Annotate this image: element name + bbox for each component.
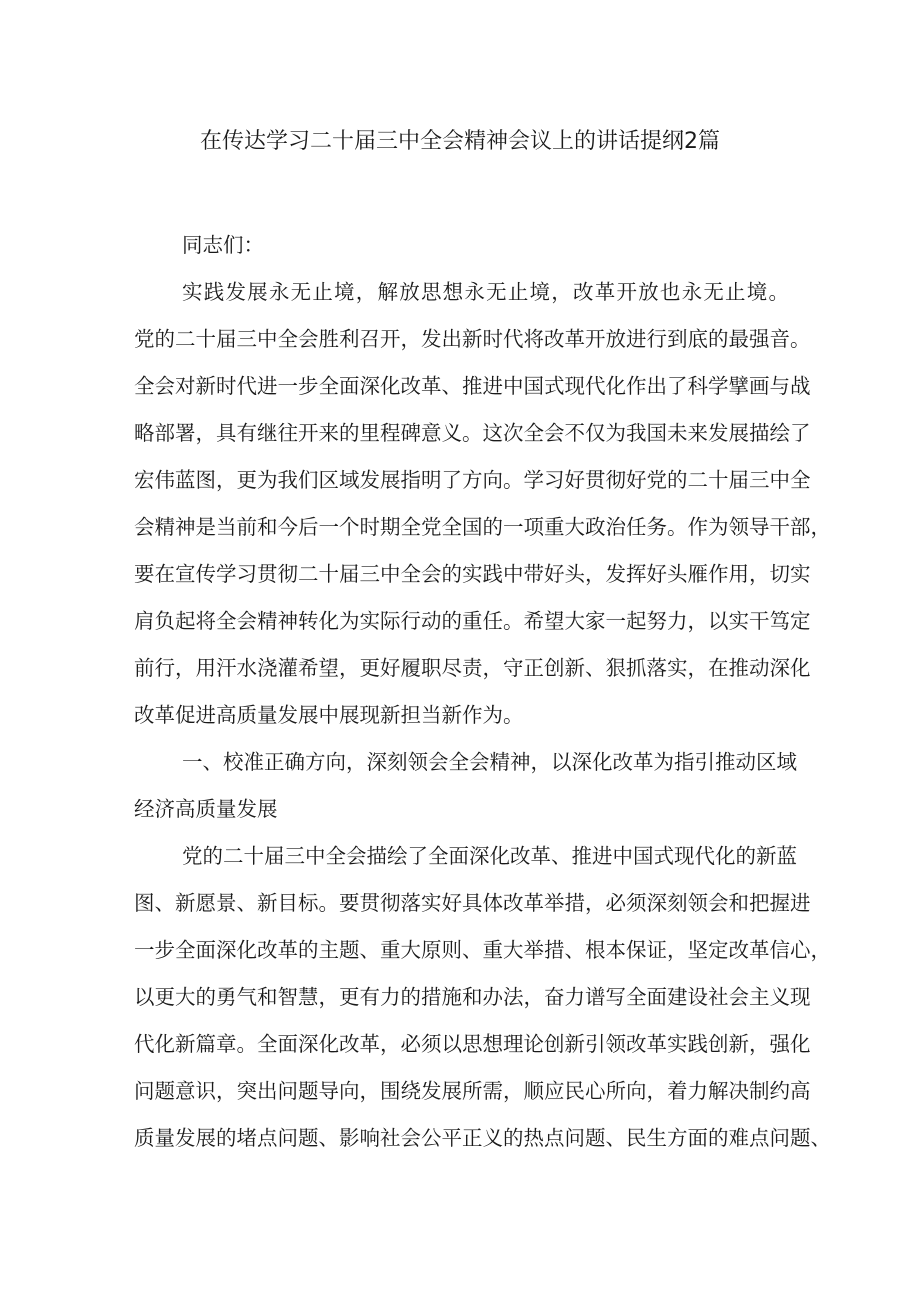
heading-line: 一、校准正确方向，深刻领会全会精神，以深化改革为指引推动区域: [182, 750, 797, 774]
section-1-body: [134, 833, 831, 1162]
paragraph-line: 略部署，具有继往开来的里程碑意义。这次全会不仅为我国未来发展描绘了: [134, 421, 811, 445]
paragraph-line: 改革促进高质量发展中展现新担当新作为。: [134, 703, 524, 727]
paragraph-line: 宏伟蓝图，更为我们区域发展指明了方向。学习好贯彻好党的二十届三中全: [134, 468, 811, 492]
paragraph-line: 以更大的勇气和智慧，更有力的措施和办法，奋力谱写全面建设社会主义现: [134, 985, 811, 1009]
paragraph-line: 党的二十届三中全会描绘了全面深化改革、推进中国式现代化的新蓝: [182, 844, 797, 868]
paragraph-line: 全会对新时代进一步全面深化改革、推进中国式现代化作出了科学擘画与战: [134, 374, 811, 398]
paragraph-line: 肩负起将全会精神转化为实际行动的重任。希望大家一起努力，以实干笃定: [134, 609, 811, 633]
paragraph-line: 代化新篇章。全面深化改革，必须以思想理论创新引领改革实践创新，强化: [134, 1032, 811, 1056]
paragraph-line: 一步全面深化改革的主题、重大原则、重大举措、根本保证，坚定改革信心，: [134, 938, 831, 962]
paragraph-line: 党的二十届三中全会胜利召开，发出新时代将改革开放进行到底的最强音。: [134, 327, 811, 351]
paragraph-line: 会精神是当前和今后一个时期全党全国的一项重大政治任务。作为领导干部，: [134, 515, 831, 539]
paragraph-intro: [134, 269, 831, 739]
salutation-line: 同志们：: [182, 233, 264, 257]
salutation: [134, 222, 789, 269]
paragraph-line: 图、新愿景、新目标。要贯彻落实好具体改革举措，必须深刻领会和把握进: [134, 891, 811, 915]
paragraph-line: 前行，用汗水浇灌希望，更好履职尽责，守正创新、狠抓落实，在推动深化: [134, 656, 811, 680]
document-title: 在传达学习二十届三中全会精神会议上的讲话提纲2篇: [200, 129, 720, 154]
heading-line: 经济高质量发展: [134, 797, 278, 821]
paragraph-line: 质量发展的堵点问题、影响社会公平正义的热点问题、民生方面的难点问题、: [134, 1126, 831, 1150]
paragraph-line: 要在宣传学习贯彻二十届三中全会的实践中带好头，发挥好头雁作用，切实: [134, 562, 811, 586]
paragraph-line: 问题意识，突出问题导向，围绕发展所需，顺应民心所向，着力解决制约高: [134, 1079, 811, 1103]
section-1-heading: [134, 739, 797, 833]
document-body: [134, 222, 831, 1162]
paragraph-line: 实践发展永无止境，解放思想永无止境，改革开放也永无止境。: [182, 280, 789, 304]
